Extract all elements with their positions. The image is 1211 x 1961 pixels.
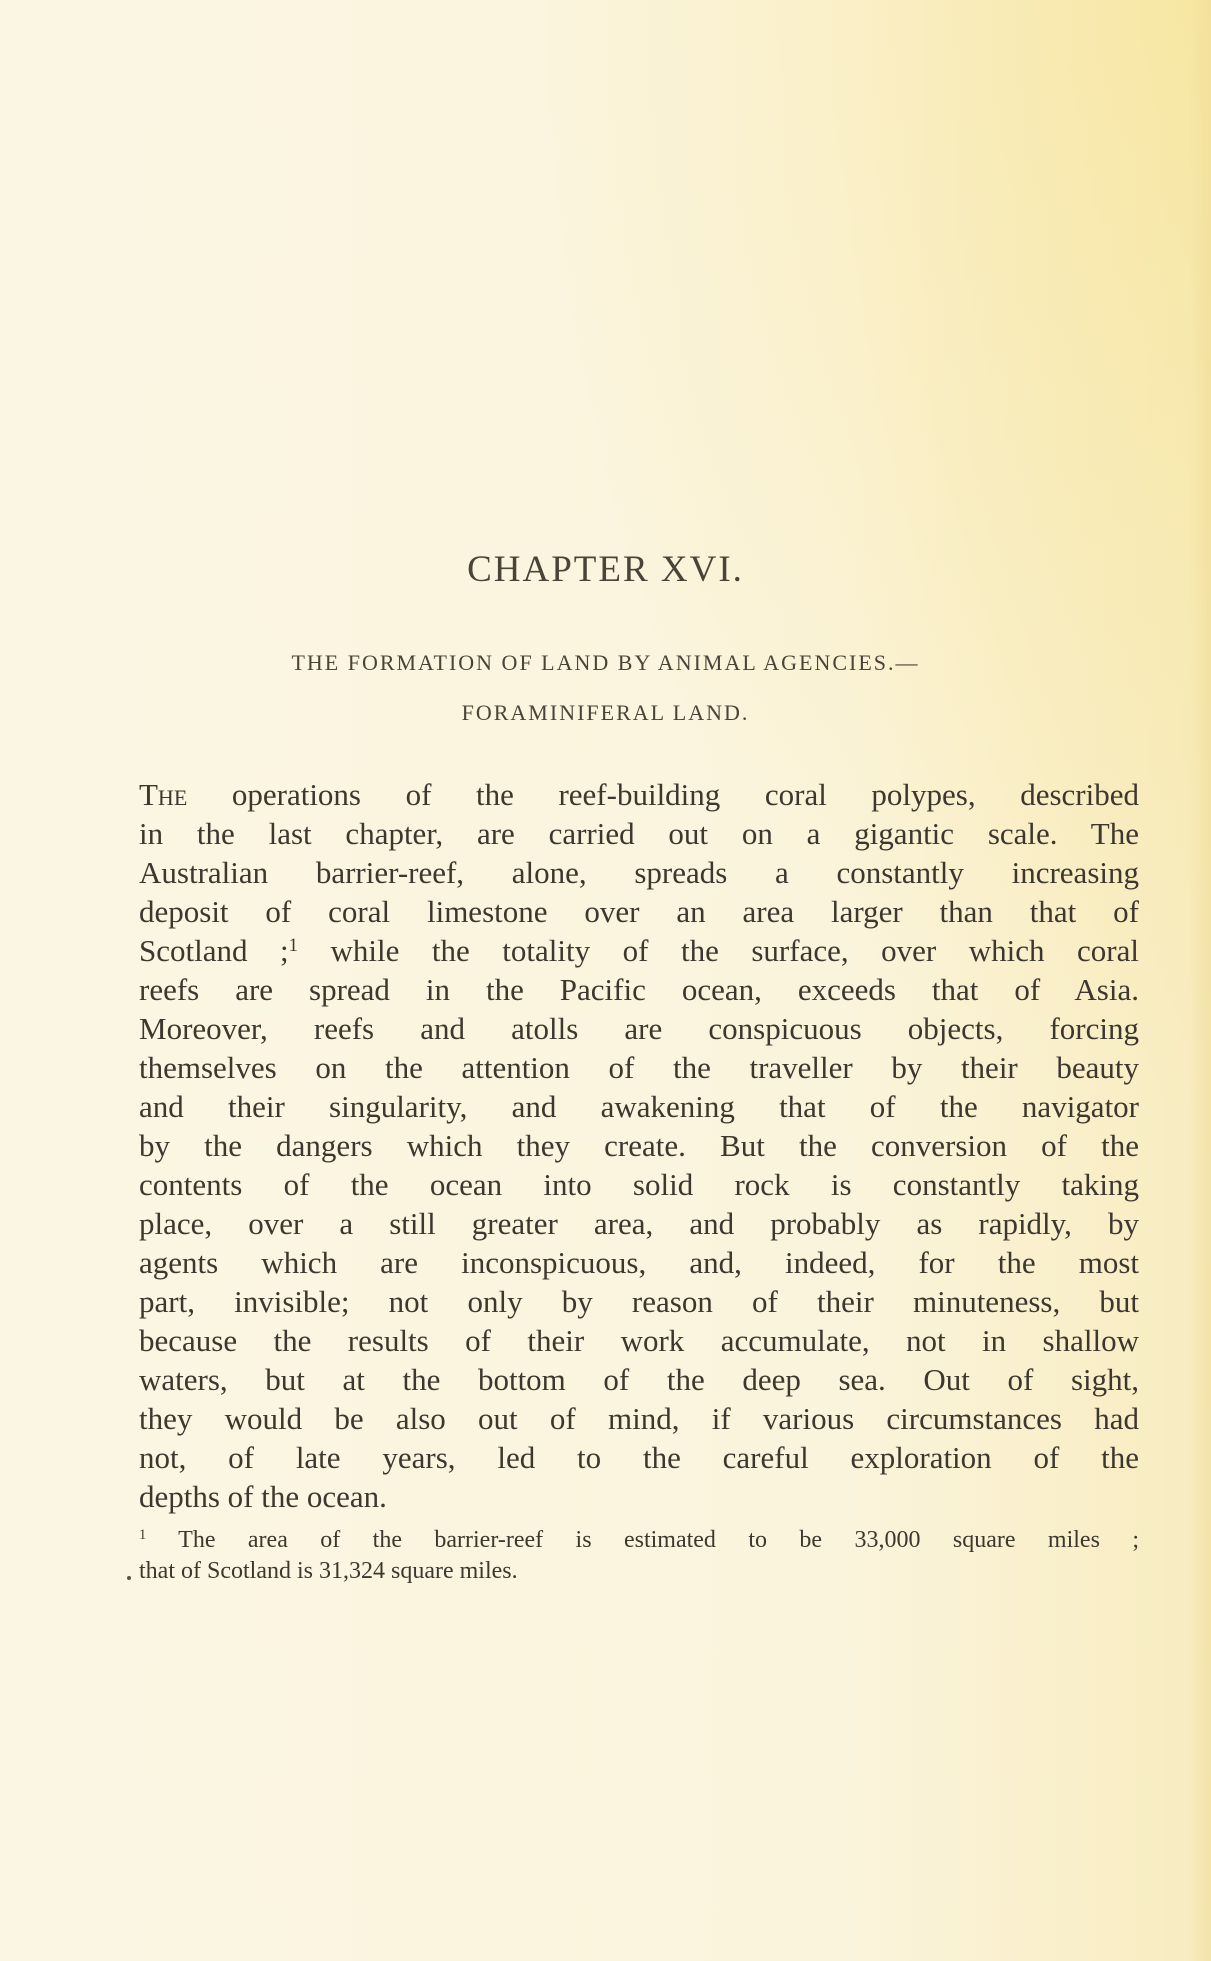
body-line: Moreover, reefs and atolls are conspicuous objects, forcing [139, 1011, 1139, 1046]
chapter-subtitle-line-2: FORAMINIFERAL LAND. [461, 700, 750, 725]
page-edge-shading [1189, 0, 1211, 1961]
body-line: waters, but at the bottom of the deep sea. Out of sight, [139, 1362, 1139, 1397]
body-line: Australian barrier-reef, alone, spreads a constantly increasing [139, 855, 1139, 890]
body-line: themselves on the attention of the traveller by their beauty [139, 1050, 1139, 1085]
body-line: and their singularity, and awakening that of the navigator [139, 1089, 1139, 1124]
body-line: not, of late years, led to the careful exploration of the [139, 1440, 1139, 1475]
body-line: deposit of coral limestone over an area larger than that of [139, 894, 1139, 929]
body-line: because the results of their work accumulate, not in shallow [139, 1323, 1139, 1358]
body-line: Scotland ;$^1$ while the totality of the surface, over which coral [139, 933, 1139, 968]
lead-word: The [139, 777, 188, 812]
footnote-line-2: that of Scotland is 31,324 square miles. [139, 1558, 518, 1584]
print-speck [127, 1576, 131, 1580]
body-line: they would be also out of mind, if various circumstances had [139, 1401, 1139, 1436]
footnote-line-1: $^1$ The area of the barrier-reef is estimated to be 33,000 square miles ; [139, 1527, 1139, 1553]
chapter-subtitle-line-1: THE FORMATION OF LAND BY ANIMAL AGENCIES.— [291, 650, 920, 675]
body-line: contents of the ocean into solid rock is constantly taking [139, 1167, 1139, 1202]
body-line: in the last chapter, are carried out on a gigantic scale. The [139, 816, 1139, 851]
body-line: by the dangers which they create. But the conversion of the [139, 1128, 1139, 1163]
footnote-mark: 1 [139, 1527, 147, 1544]
body-line: part, invisible; not only by reason of their minuteness, but [139, 1284, 1139, 1319]
body-line: reefs are spread in the Pacific ocean, exceeds that of Asia. [139, 972, 1139, 1007]
body-line: agents which are inconspicuous, and, indeed, for the most [139, 1245, 1139, 1280]
chapter-title: CHAPTER XVI. [467, 549, 744, 590]
body-line-last: depths of the ocean. [139, 1479, 387, 1514]
footnote-reference: 1 [288, 934, 298, 956]
body-line: The operations of the reef-building coral polypes, described [139, 777, 1139, 812]
body-line: place, over a still greater area, and probably as rapidly, by [139, 1206, 1139, 1241]
